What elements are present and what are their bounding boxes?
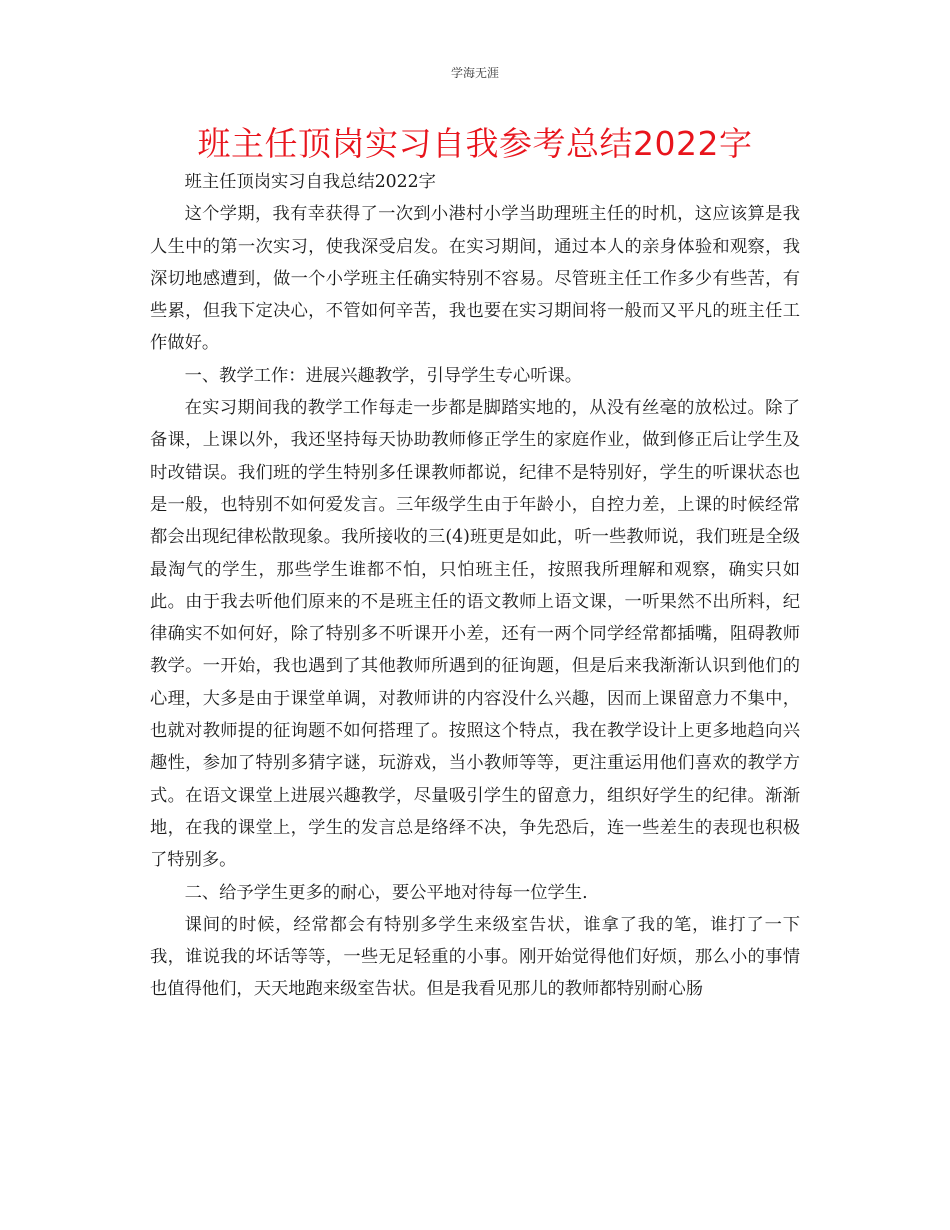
intro-paragraph: 这个学期，我有幸获得了一次到小港村小学当助理班主任的时机，这应该算是我人生中的第一次实习，使我深受启发。在实习期间，通过本人的亲身体验和观察，我深切地感遭到，做一个小学班主任确实特别不容易。尽管班主任工作多少有些苦，有些累，但我下定决心，不管如何辛苦，我也要在实习期间将一般而又平凡的班主任工作做好。	[150, 204, 800, 354]
section-heading-2: 二、给予学生更多的耐心，要公平地对待每一位学生.	[184, 882, 588, 903]
section-heading-1: 一、教学工作：进展兴趣教学，引导学生专心听课。	[184, 365, 583, 386]
section-2-paragraph: 课间的时候，经常都会有特别多学生来级室告状，谁拿了我的笔，谁打了一下我，谁说我的坏话等等，一些无足轻重的小事。刚开始觉得他们好烦，那么小的事情也值得他们，天天地跑来级室告状。但是我看见那儿的教师都特别耐心肠	[150, 914, 800, 1000]
page-header: 学海无涯	[450, 66, 499, 80]
document-title: 班主任顶岗实习自我参考总结2022字	[197, 124, 753, 163]
section-1-paragraph: 在实习期间我的教学工作每走一步都是脚踏实地的，从没有丝毫的放松过。除了备课，上课以外，我还坚持每天协助教师修正学生的家庭作业，做到修正后让学生及时改错误。我们班的学生特别多任课教师都说，纪律不是特别好，学生的听课状态也是一般，也特别不如何爱发言。三年级学生由于年龄小，自控力差，上课的时候经常都会出现纪律松散现象。我所接收的三(4)班更是如此，听一些教师说，我们班是全级最淘气的学生，那些学生谁都不怕，只怕班主任，按照我所理解和观察，确实只如此。由于我去听他们原来的不是班主任的语文教师上语文课，一听果然不出所料，纪律确实不如何好，除了特别多不听课开小差，还有一两个同学经常都插嘴，阻碍教师教学。一开始，我也遇到了其他教师所遇到的征询题，但是后来我渐渐认识到他们的心理，大多是由于课堂单调，对教师讲的内容没什么兴趣，因而上课留意力不集中，也就对教师提的征询题不如何搭理了。按照这个特点，我在教学设计上更多地趋向兴趣性，参加了特别多猜字谜，玩游戏，当小教师等等，更注重运用他们喜欢的教学方式。在语文课堂上进展兴趣教学，尽量吸引学生的留意力，组织好学生的纪律。渐渐地，在我的课堂上，学生的发言总是络绎不决，争先恐后，连一些差生的表现也积极了特别多。	[150, 398, 800, 871]
subtitle-paragraph: 班主任顶岗实习自我总结2022字	[184, 172, 436, 192]
document-body	[150, 166, 800, 1006]
